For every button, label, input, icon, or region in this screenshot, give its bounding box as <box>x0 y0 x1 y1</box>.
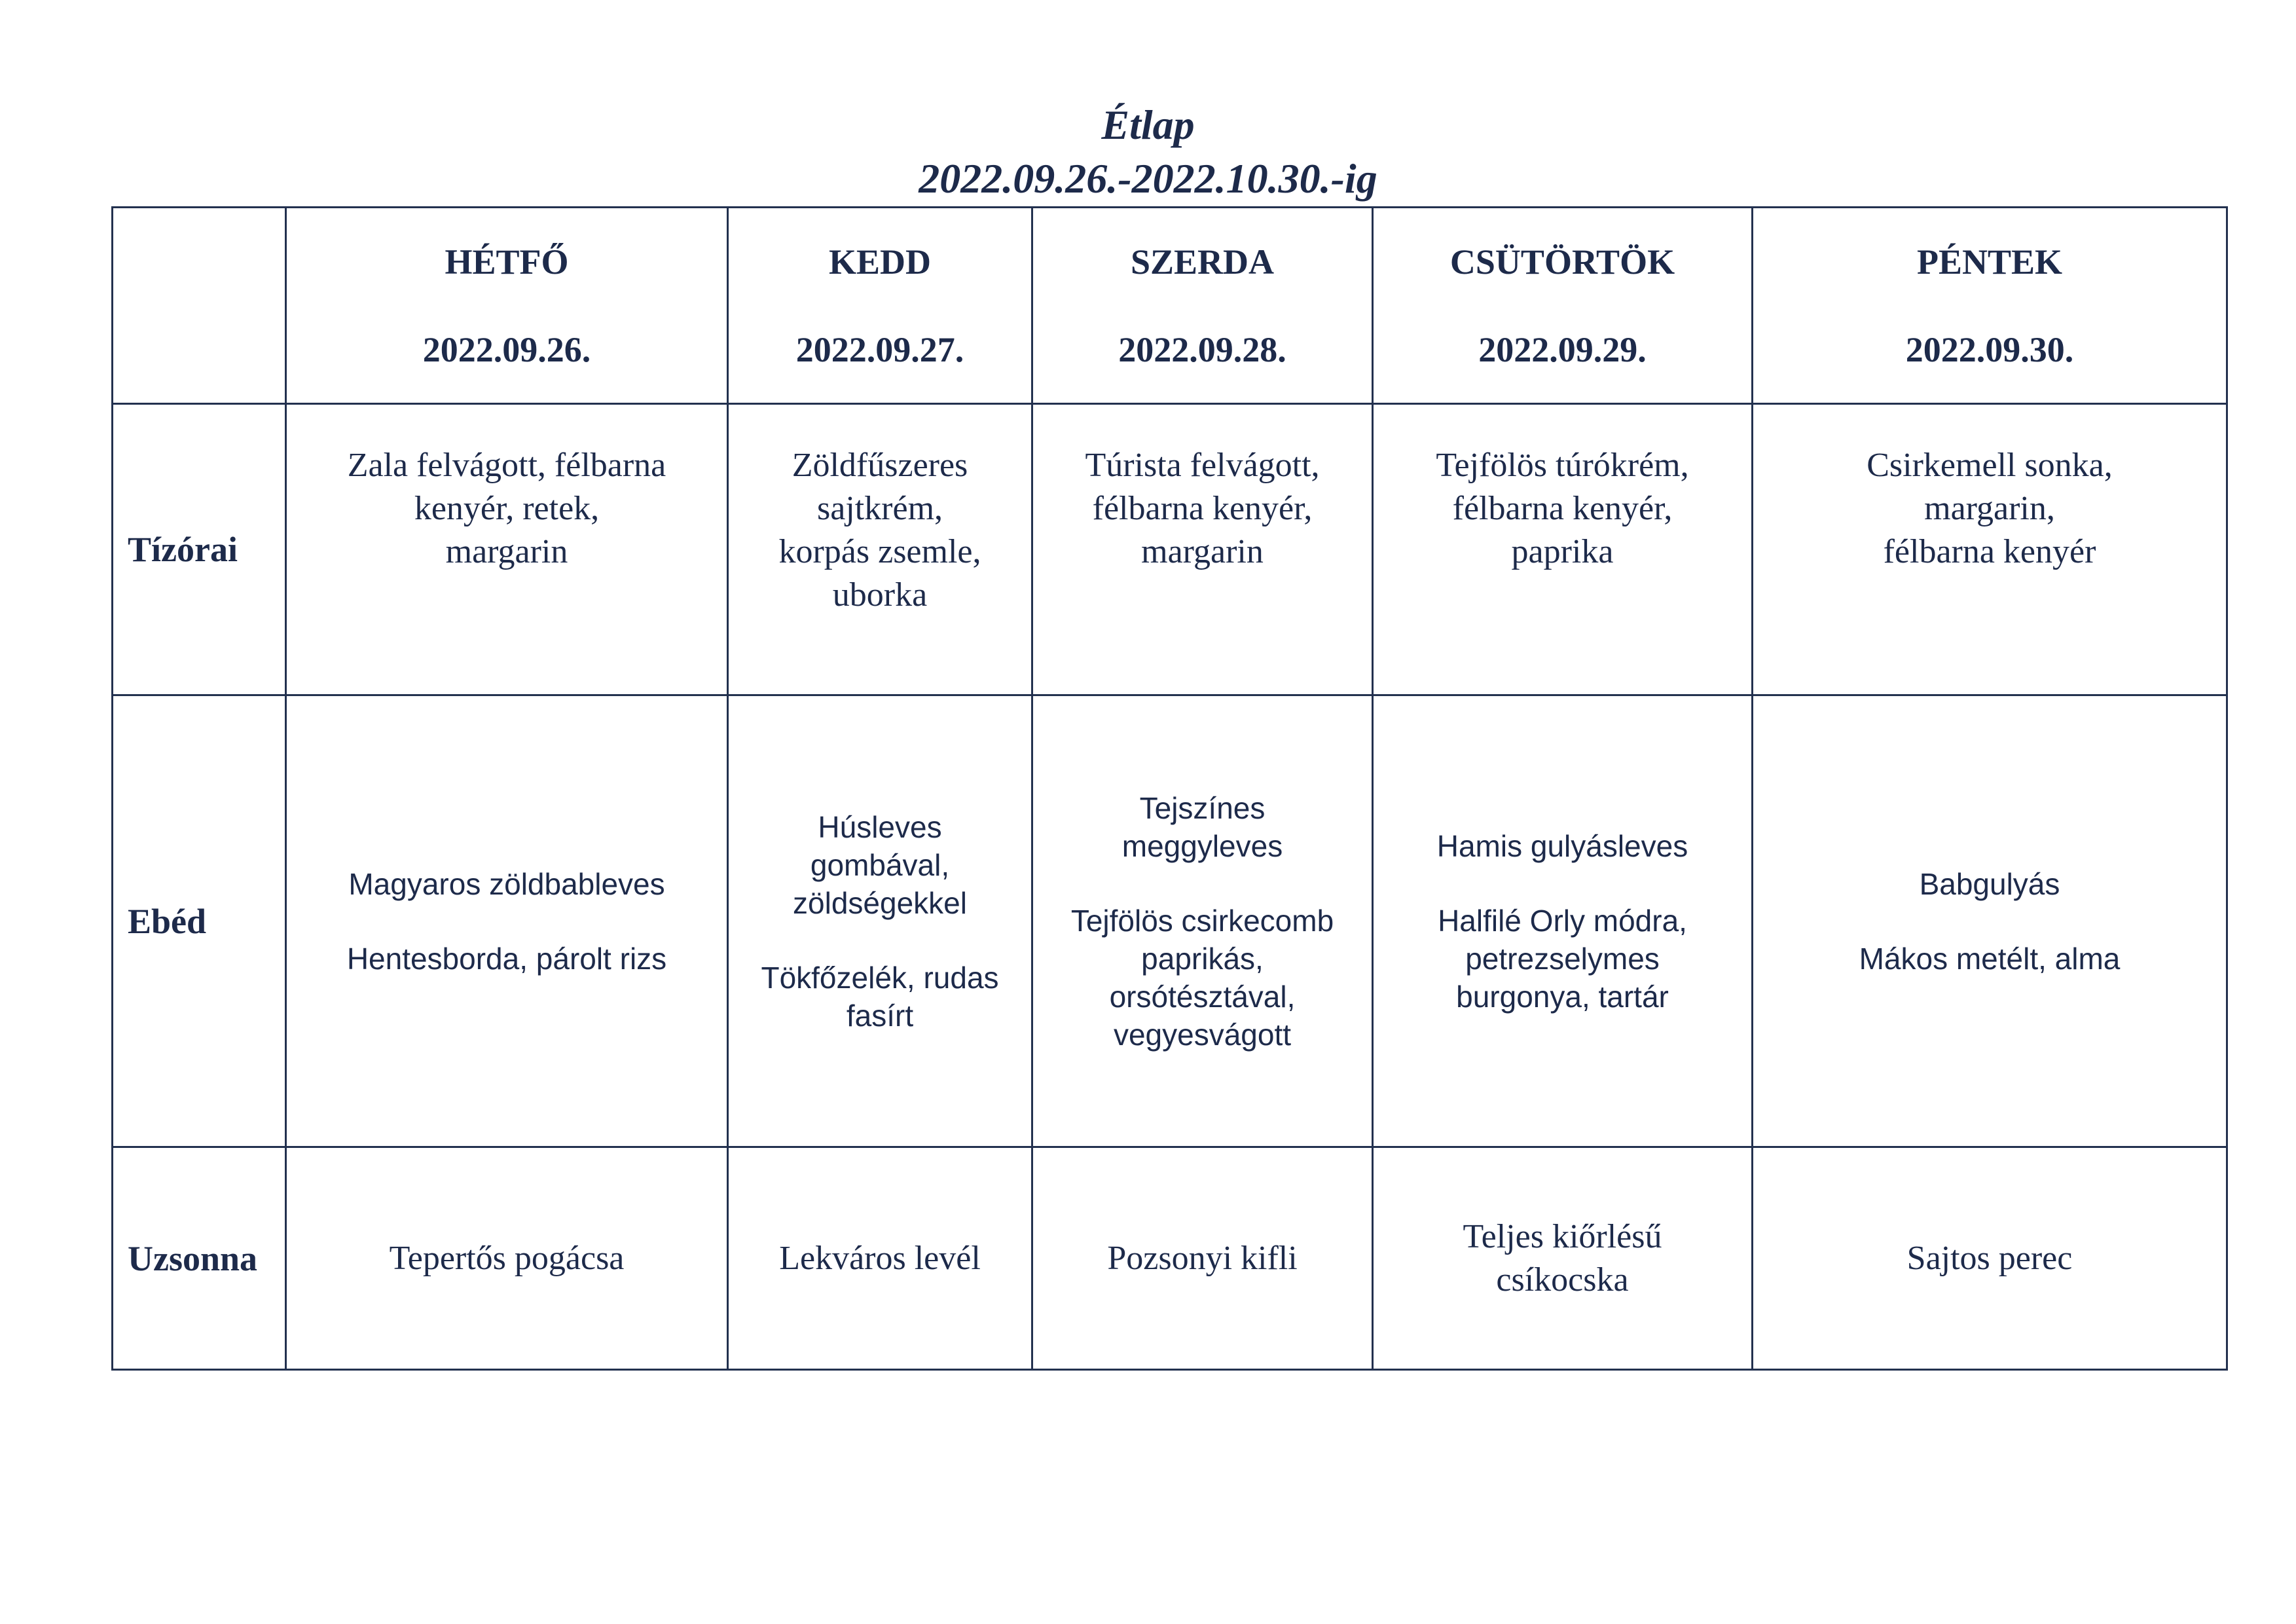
spacer <box>300 903 714 940</box>
main-course-line: fasírt <box>846 998 914 1033</box>
meal-label-uzsonna: Uzsonna <box>113 1147 286 1370</box>
soup-line: Babgulyás <box>1919 866 2060 901</box>
uzsonna-cell <box>1753 1147 2227 1370</box>
soup-line: meggyleves <box>1121 828 1283 863</box>
soup-line: gombával, <box>810 847 950 882</box>
day-header-cell <box>1032 208 1373 404</box>
ebed-row <box>113 695 2227 1147</box>
title-block <box>0 98 2296 206</box>
main-course-line: Tökfőzelék, rudas <box>761 960 999 995</box>
meal-label-tizorai: Tízórai <box>113 404 286 695</box>
ebed-cell <box>728 695 1032 1147</box>
main-course-line: Tejfölös csirkecomb <box>1070 903 1334 938</box>
soup-line: Húsleves <box>818 809 942 844</box>
menu-text-line: korpás zsemle, <box>778 533 981 570</box>
main-course-line: Mákos metélt, alma <box>1859 941 2121 976</box>
menu-period: 2022.09.26.-2022.10.30.-ig <box>919 155 1377 202</box>
menu-text-line: paprika <box>1511 533 1614 570</box>
soup-line: Tejszínes <box>1139 790 1266 825</box>
day-date: 2022.09.30. <box>1905 329 2074 369</box>
tizorai-cell <box>286 404 728 695</box>
menu-text-line: uborka <box>832 576 928 614</box>
menu-text-line: margarin <box>1141 533 1264 570</box>
menu-text-line: félbarna kenyér, <box>1452 490 1673 527</box>
day-header-cell <box>1753 208 2227 404</box>
menu-table <box>111 206 2228 1371</box>
day-date: 2022.09.27. <box>795 329 964 369</box>
day-header-cell <box>728 208 1032 404</box>
day-name: PÉNTEK <box>1916 242 2063 282</box>
menu-text-line: Zöldfűszeres <box>792 447 968 484</box>
uzsonna-row <box>113 1147 2227 1370</box>
menu-text-line: Sajtos perec <box>1906 1239 2073 1277</box>
day-date: 2022.09.29. <box>1478 329 1647 369</box>
ebed-cell <box>1373 695 1753 1147</box>
ebed-cell <box>1753 695 2227 1147</box>
main-course-line: Hentesborda, párolt rizs <box>346 941 667 976</box>
menu-text-line: Csirkemell sonka, <box>1867 447 2113 484</box>
spacer <box>1766 903 2213 940</box>
menu-text-line: félbarna kenyér <box>1883 533 2096 570</box>
ebed-cell <box>1032 695 1373 1147</box>
tizorai-row <box>113 404 2227 695</box>
uzsonna-cell <box>286 1147 728 1370</box>
main-course-line: vegyesvágott <box>1113 1017 1292 1052</box>
header-row <box>113 208 2227 404</box>
menu-text-line: Zala felvágott, félbarna <box>347 447 666 484</box>
menu-text-line: Teljes kiőrlésű <box>1463 1217 1662 1255</box>
corner-cell <box>113 208 286 404</box>
meal-label-ebed: Ebéd <box>113 695 286 1147</box>
main-course-line: petrezselymes <box>1465 941 1660 976</box>
tizorai-cell <box>1753 404 2227 695</box>
soup-line: zöldségekkel <box>793 885 967 920</box>
day-header-cell <box>286 208 728 404</box>
day-name: SZERDA <box>1130 242 1275 282</box>
menu-text-line: Tejfölös túrókrém, <box>1436 447 1689 484</box>
menu-text-line: Túrista felvágott, <box>1085 447 1320 484</box>
day-date: 2022.09.28. <box>1118 329 1286 369</box>
menu-text-line: Pozsonyi kifli <box>1107 1239 1298 1277</box>
spacer <box>1387 865 1738 902</box>
main-course-line: Halfilé Orly módra, <box>1438 903 1687 938</box>
ebed-cell <box>286 695 728 1147</box>
day-date: 2022.09.26. <box>422 329 591 369</box>
menu-text-line: kenyér, retek, <box>414 490 600 527</box>
menu-text-line: margarin <box>445 533 568 570</box>
tizorai-cell <box>1373 404 1753 695</box>
menu-text-line: félbarna kenyér, <box>1092 490 1313 527</box>
day-name: CSÜTÖRTÖK <box>1449 242 1675 282</box>
soup-line: Hamis gulyásleves <box>1436 828 1688 863</box>
menu-text-line: Lekváros levél <box>779 1239 981 1277</box>
day-name: KEDD <box>828 242 931 282</box>
tizorai-cell <box>728 404 1032 695</box>
main-course-line: orsótésztával, <box>1109 979 1296 1014</box>
uzsonna-cell <box>1032 1147 1373 1370</box>
menu-text-line: csíkocska <box>1496 1261 1629 1299</box>
day-header-cell <box>1373 208 1753 404</box>
uzsonna-cell <box>728 1147 1032 1370</box>
main-course-line: paprikás, <box>1141 941 1264 976</box>
menu-text-line: Tepertős pogácsa <box>389 1239 625 1277</box>
menu-text-line: sajtkrém, <box>816 490 943 527</box>
day-name: HÉTFŐ <box>445 242 569 282</box>
soup-line: Magyaros zöldbableves <box>348 866 665 901</box>
spacer <box>1046 865 1358 902</box>
menu-title: Étlap <box>1101 101 1195 148</box>
menu-text-line: margarin, <box>1924 490 2055 527</box>
uzsonna-cell <box>1373 1147 1753 1370</box>
spacer <box>742 922 1018 959</box>
tizorai-cell <box>1032 404 1373 695</box>
main-course-line: burgonya, tartár <box>1456 979 1669 1014</box>
